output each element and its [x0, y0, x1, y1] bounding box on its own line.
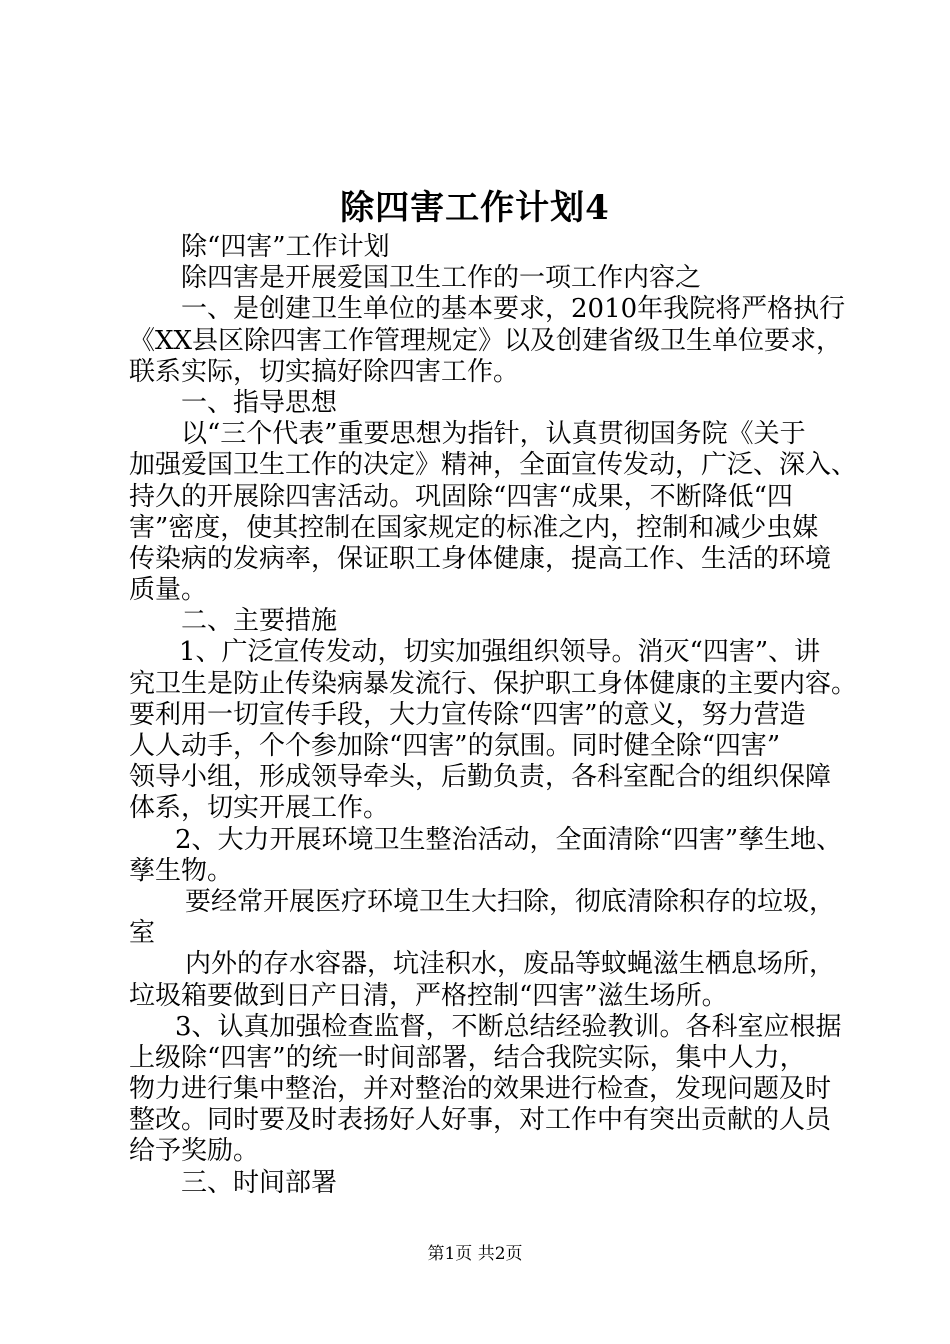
page-footer: 第1页 共2页 — [427, 1244, 523, 1264]
paragraph-line: 给予奖励。 — [129, 1136, 260, 1167]
section-heading: 三、时间部署 — [181, 1167, 338, 1198]
paragraph-line: 3、认真加强检查监督，不断总结经验教训。各科室应根据 — [175, 1011, 842, 1042]
section-heading: 二、主要措施 — [181, 606, 338, 637]
paragraph-line: 质量。 — [129, 575, 208, 606]
paragraph-line: 2、大力开展环境卫生整治活动，全面清除“四害”孳生地、 — [175, 824, 843, 855]
paragraph-line: 加强爱国卫生工作的决定》精神，全面宣传发动，广泛、深入、 — [129, 450, 858, 481]
paragraph-line: 室 — [129, 918, 156, 949]
paragraph-line: 除四害是开展爱国卫生工作的一项工作内容之 — [181, 263, 702, 294]
section-heading: 一、指导思想 — [181, 387, 338, 418]
paragraph-line: 一、是创建卫生单位的基本要求，2010年我院将严格执行 — [181, 294, 846, 325]
paragraph-line: 持久的开展除四害活动。巩固除“四害“成果，不断降低“四 — [129, 481, 793, 512]
paragraph-line: 整改。同时要及时表扬好人好事，对工作中有突出贡献的人员 — [129, 1105, 832, 1136]
subtitle-line: 除“四害”工作计划 — [181, 232, 390, 262]
paragraph-line: 以“三个代表”重要思想为指针，认真贯彻国务院《关于 — [181, 419, 806, 450]
paragraph-line: 究卫生是防止传染病暴发流行、保护职工身体健康的主要内容。 — [129, 668, 858, 699]
paragraph-line: 要利用一切宣传手段，大力宣传除“四害”的意义，努力营造 — [129, 699, 806, 730]
paragraph-line: 传染病的发病率，保证职工身体健康，提高工作、生活的环境 — [129, 543, 832, 574]
paragraph-line: 体系，切实开展工作。 — [129, 793, 390, 824]
paragraph-line: 孳生物。 — [129, 855, 234, 886]
paragraph-line: 要经常开展医疗环境卫生大扫除，彻底清除积存的垃圾， — [185, 886, 836, 917]
document-body — [129, 232, 858, 1199]
paragraph-line: 领导小组，形成领导牵头，后勤负责，各科室配合的组织保障 — [129, 762, 832, 793]
paragraph-line: 害”密度，使其控制在国家规定的标准之内，控制和减少虫媒 — [129, 512, 819, 543]
paragraph-line: 内外的存水容器，坑洼积水，废品等蚊蝇滋生栖息场所， — [185, 949, 836, 980]
paragraph-line: 1、广泛宣传发动，切实加强组织领导。消灭“四害”、讲 — [179, 637, 821, 668]
paragraph-line: 联系实际，切实搞好除四害工作。 — [129, 356, 520, 387]
paragraph-line: 物力进行集中整治，并对整治的效果进行检查，发现问题及时 — [129, 1074, 832, 1105]
paragraph-line: 垃圾箱要做到日产日清，严格控制“四害”滋生场所。 — [129, 980, 728, 1011]
paragraph-line: 人人动手，个个参加除“四害”的氛围。同时健全除“四害” — [129, 731, 781, 761]
paragraph-line: 《XX县区除四害工作管理规定》以及创建省级卫生单位要求， — [129, 325, 843, 356]
document-title: 除四害工作计划4 — [340, 188, 610, 228]
paragraph-line: 上级除“四害”的统一时间部署，结合我院实际，集中人力， — [129, 1042, 806, 1073]
